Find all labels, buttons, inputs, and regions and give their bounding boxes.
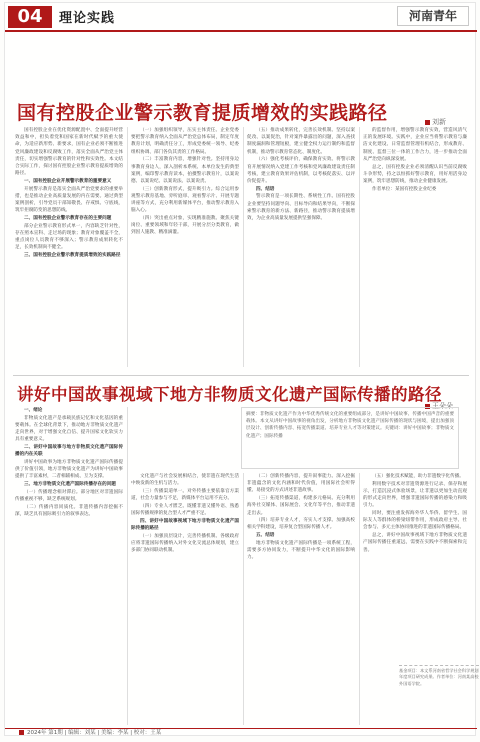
article2-column-2 (131, 473, 239, 725)
paragraph: 四、讲好中国故事视域下地方非物质文化遗产国际传播的路径 (131, 518, 239, 531)
paragraph: （四）培养专业人才，夯实人才支撑。加强高校相关学科建设，培养复合型国际传播人才。 (247, 518, 355, 531)
masthead-logo: 河南青年 (397, 6, 469, 26)
footer-text: 2024年 第1期 | 编辑：刘某 | 美编：李某 | 校对：王某 (27, 730, 162, 736)
section-title: 理论实践 (59, 11, 116, 26)
article1-byline (425, 117, 446, 127)
column-divider (243, 473, 244, 725)
paragraph: 文化遗产与社会发展相结合，使非遗在现代生活中焕发新的生机与活力。 (131, 474, 239, 487)
article1-column-4 (363, 127, 467, 367)
article2-footnote: 基金项目：本文系河南省哲学社会科学规划年度项目研究成果。作者单位：河南某高校外国语学院。 (399, 665, 479, 699)
paragraph: 总之，国有控股企业必须清醒认识当前反腐败斗争形势，持之以恒抓好警示教育，用好用活身边案例，筑牢思想防线，推动企业健康发展。 (363, 164, 467, 184)
paragraph: 国有控股企业在优化资源配置中、全面提升经营效益和中，担负着党和国家在新时代赋予的重大使命，为适应新形势、新要求，国有企业必须不断推进党风廉政建设和反腐败工作，落实全面从严治党主体责任，切实增强警示教育的针对性和实效性。本文结合实际工作，探讨国有控股企业警示教育提质增效的路径。 (15, 128, 123, 177)
paragraph: 警示教育是一项长期性、系统性工作。国有控股企业要坚持问题导向、目标导向和结果导向，不断探索警示教育的新方法、新路径，推动警示教育提质增效，为企业高质量发展提供坚强保障。 (247, 194, 355, 221)
column-divider (359, 127, 360, 367)
paragraph: 一、国有控股企业开展警示教育的重要意义 (24, 178, 112, 184)
article1-column-2 (131, 127, 239, 367)
column-divider (243, 127, 244, 367)
article2-title: 讲好中国故事视域下地方非物质文化遗产国际传播的路径 (17, 385, 442, 404)
article1-author: 刘新 (432, 118, 446, 126)
paragraph: 二、国有控股企业警示教育存在的主要问题 (24, 215, 112, 221)
paragraph: 总之，讲好中国故事视域下地方非物质文化遗产国际传播任重道远，需要在实践中不断探索和完善。 (363, 533, 467, 553)
paragraph: 的监督作用，增强警示教育实效，营造风清气正的发展环境。实践中，企业应当将警示教育与廉洁文化建设、日常监督管理有机结合，形成教育、制度、监督三位一体的工作合力，进一步推动全面从严治党向纵深发展。 (363, 128, 467, 162)
paragraph: （三）传播渠道单一。对外传播主要依靠官方渠道，社会力量参与不足，新媒体平台运用不充分。 (131, 488, 239, 502)
paragraph: （一）传播理念相对滞后。部分地区对非遗国际传播重视不够，缺乏系统规划。 (15, 489, 123, 502)
article-separator (13, 375, 469, 376)
paragraph: 作者单位：某国有控股企业纪委 (372, 186, 437, 192)
paragraph: （五）推动成果转化，完善长效机制。坚持以案促改、以案促治，针对案件暴露出的问题，深入查找制度漏洞和管理短板，建立健全权力运行制约和监督机制，推动警示教育常态化、制度化。 (247, 128, 355, 155)
paragraph: 二、讲好中国故事与地方非物质文化遗产国际传播的内在关联 (15, 445, 123, 458)
column-divider (359, 473, 360, 725)
paragraph: （三）创新教育形式，提升吸引力。综合运用参观警示教育基地、旁听庭审、观看警示片、开展专题讲座等方式，充分利用新媒体平台，推动警示教育入脑入心。 (131, 186, 239, 214)
paragraph: （二）丰富教育内容，增强针对性。坚持用身边事教育身边人，深入剖析本系统、本单位发生的典型案例，编印警示教育读本，拍摄警示教育片，以案说德、以案说纪、以案说法、以案说责。 (131, 157, 239, 184)
column-divider (127, 127, 128, 367)
paragraph: 三、国有控股企业警示教育提质增效的实践路径 (24, 252, 121, 258)
paragraph: （四）专业人才匮乏。既懂非遗又懂外语、熟悉国际传播规律的复合型人才严重不足。 (131, 503, 239, 517)
column-divider (127, 407, 128, 725)
paragraph: （四）突出重点对象，实现精准施教。聚焦关键岗位、重要领域和年轻干部，开展分层分类教育，做到因人施教、精准滴灌。 (131, 215, 239, 236)
paragraph: 同时，要注重发挥海外华人华侨、留学生、国际友人等群体的桥梁纽带作用，形成政府主导、社会参与、多元主体协同推进的非遗国际传播格局。 (363, 511, 467, 531)
paragraph: （二）传播内容同质化。非遗传播内容挖掘不深，缺乏具有国际吸引力的叙事表达。 (15, 504, 123, 517)
article2-author: 王朵朵 (432, 402, 453, 410)
paragraph: 四、结语 (256, 186, 275, 192)
newspaper-page (4, 2, 479, 736)
paragraph: （六）强化考核评价，确保教育实效。将警示教育开展情况纳入党建工作考核和党风廉政建设责任制考核，建立教育效果评估机制，以考核促落实、以评价促提升。 (247, 157, 355, 184)
paragraph: 非物质文化遗产是承载民族记忆和文化基因的重要载体。在全球化背景下，推动地方非物质文化遗产走向世界，对于增强文化自信、提升国家文化软实力具有重要意义。 (15, 415, 123, 443)
article1-title: 国有控股企业警示教育提质增效的实践路径 (17, 102, 388, 124)
paragraph: 五、结语 (256, 533, 275, 539)
paragraph: 部分企业警示教育形式单一，内容缺乏针对性，存在照本宣科、走过场的现象；教育对象覆盖不全，重点岗位人员教育不够深入；警示教育成果转化不足，长效机制尚不健全。 (15, 223, 123, 251)
article2-column-1 (15, 407, 123, 725)
paragraph: 三、地方非物质文化遗产国际传播存在的问题 (24, 482, 116, 488)
article1-column-3 (247, 127, 355, 367)
paragraph: （二）创新传播内容，提升叙事能力。深入挖掘非遗蕴含的文化内涵和时代价值，用国际社会听得懂、易接受的方式讲述非遗故事。 (247, 474, 355, 494)
paragraph: 利用数字技术对非遗资源进行记录、保存和展示，打造沉浸式体验场景，让非遗以更加生动直观的形式走向世界，增强非遗国际传播的感染力和吸引力。 (363, 481, 467, 509)
article1-column-1 (15, 127, 123, 367)
page-number-badge (8, 6, 52, 28)
page-number: 04 (17, 6, 43, 27)
paragraph: （一）加强顶层设计，完善传播机制。各级政府应将非遗国际传播纳入对外文化交流总体规划，建立多部门协同联动机制。 (131, 533, 239, 554)
paragraph: （一）加强组织领导，压实主体责任。企业党委要把警示教育纳入全面从严治党总体布局，制定年度教育计划，明确责任分工，形成党委统一领导、纪委组织协调、部门各负其责的工作格局。 (131, 128, 239, 155)
byline-square-icon (425, 120, 430, 125)
page-footer (5, 728, 477, 737)
paragraph: （五）强化技术赋能，助力非遗数字化传播。 (372, 474, 464, 479)
paragraph: 讲好中国故事为地方非物质文化遗产国际传播提供了价值引领，地方非物质文化遗产为讲好中国故事提供了丰富素材，二者相辅相成、互为支撑。 (15, 459, 123, 480)
article2-abstract: 摘要：非物质文化遗产作为中华优秀传统文化的重要组成部分，是讲好中国故事、传播中国声音的重要载体。本文从讲好中国故事的视角出发，分析地方非物质文化遗产国际传播的现状与困境，提出加强顶层设计、创新传播内容、拓宽传播渠道、培养专业人才等对策建议。关键词：讲好中国故事；非物质文化遗产；国际传播 (241, 407, 459, 469)
article2-column-4 (363, 473, 467, 661)
paragraph: 一、绪论 (24, 408, 43, 413)
paragraph: （三）拓宽传播渠道，构建多元格局。充分利用海外社交媒体、国际展会、文化年等平台，推动非遗走出去。 (247, 496, 355, 516)
footer-square-icon (19, 730, 24, 735)
paragraph: 地方非物质文化遗产国际传播是一项系统工程，需要多方协同发力，不断提升中华文化的国际影响力。 (247, 540, 355, 561)
header-rule (5, 30, 477, 32)
page-header (5, 3, 477, 31)
article2-column-3 (247, 473, 355, 725)
paragraph: 开展警示教育是落实全面从严治党要求的重要举措，也是推动企业高质量发展的内在需要。通过典型案例剖析，引导党员干部知敬畏、存戒惧、守底线，筑牢拒腐防变的思想防线。 (15, 186, 123, 214)
